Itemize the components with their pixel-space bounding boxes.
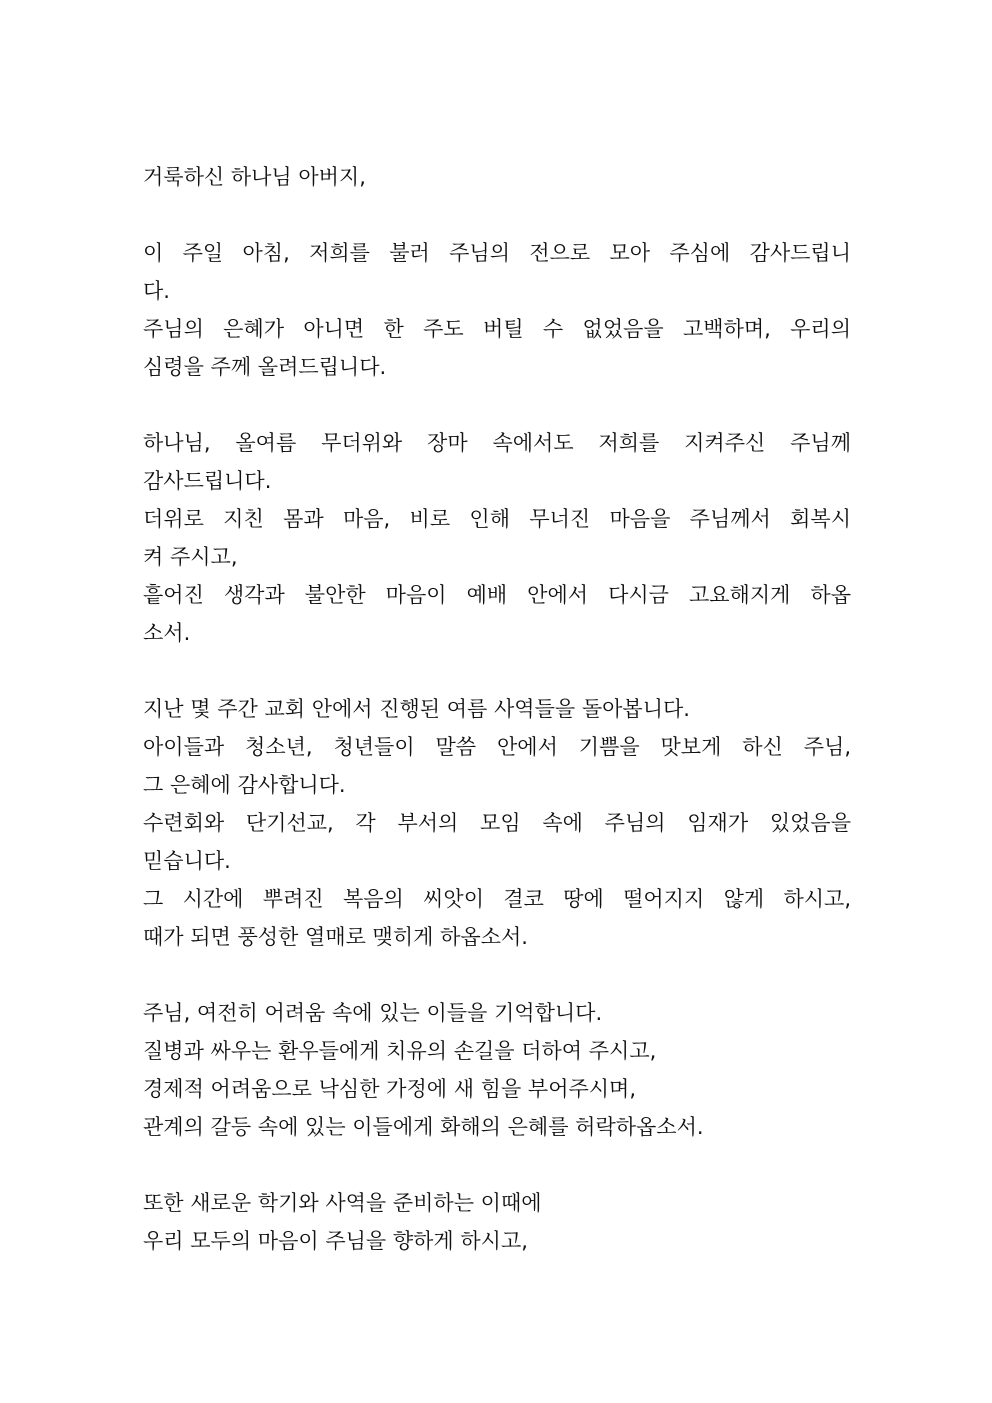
- paragraph-spacer: [143, 956, 851, 994]
- paragraph-1-line-3: 주님의 은혜가 아니면 한 주도 버틸 수 없었음을 고백하며, 우리의: [143, 317, 851, 341]
- paragraph-4-line-1: 주님, 여전히 어려움 속에 있는 이들을 기억합니다.: [143, 1001, 603, 1025]
- greeting-line: 거룩하신 하나님 아버지,: [143, 165, 366, 189]
- paragraph-5-line-1: 또한 새로운 학기와 사역을 준비하는 이때에: [143, 1191, 542, 1215]
- paragraph-3-line-1: 지난 몇 주간 교회 안에서 진행된 여름 사역들을 돌아봅니다.: [143, 697, 690, 721]
- paragraph-4-line-2: 질병과 싸우는 환우들에게 치유의 손길을 더하여 주시고,: [143, 1039, 657, 1063]
- paragraph-3-line-3: 그 은혜에 감사합니다.: [143, 773, 346, 797]
- paragraph-4-line-4: 관계의 갈등 속에 있는 이들에게 화해의 은혜를 허락하옵소서.: [143, 1115, 704, 1139]
- paragraph-3-line-4: 수련회와 단기선교, 각 부서의 모임 속에 주님의 임재가 있었음을: [143, 811, 851, 835]
- paragraph-2-line-1: 하나님, 올여름 무더위와 장마 속에서도 저희를 지켜주신 주님께: [143, 431, 851, 455]
- paragraph-3-line-6: 그 시간에 뿌려진 복음의 씨앗이 결코 땅에 떨어지지 않게 하시고,: [143, 887, 851, 911]
- paragraph-1-line-1: 이 주일 아침, 저희를 불러 주님의 전으로 모아 주심에 감사드립니: [143, 241, 851, 265]
- paragraph-5-line-2: 우리 모두의 마음이 주님을 향하게 하시고,: [143, 1229, 528, 1253]
- paragraph-3-line-5: 믿습니다.: [143, 849, 231, 873]
- paragraph-1-line-4: 심령을 주께 올려드립니다.: [143, 355, 387, 379]
- paragraph-2-line-6: 소서.: [143, 621, 191, 645]
- paragraph-2-line-4: 켜 주시고,: [143, 545, 238, 569]
- paragraph-spacer: [143, 652, 851, 690]
- paragraph-4-line-3: 경제적 어려움으로 낙심한 가정에 새 힘을 부어주시며,: [143, 1077, 637, 1101]
- paragraph-3-line-7: 때가 되면 풍성한 열매로 맺히게 하옵소서.: [143, 925, 528, 949]
- paragraph-2-line-2: 감사드립니다.: [143, 469, 272, 493]
- paragraph-2-line-5: 흩어진 생각과 불안한 마음이 예배 안에서 다시금 고요해지게 하옵: [143, 583, 851, 607]
- paragraph-3-line-2: 아이들과 청소년, 청년들이 말씀 안에서 기쁨을 맛보게 하신 주님,: [143, 735, 851, 759]
- prayer-text: [143, 158, 851, 1260]
- paragraph-2-line-3: 더위로 지친 몸과 마음, 비로 인해 무너진 마음을 주님께서 회복시: [143, 507, 851, 531]
- paragraph-1-line-2: 다.: [143, 279, 170, 303]
- paragraph-spacer: [143, 1146, 851, 1184]
- paragraph-spacer: [143, 196, 851, 234]
- paragraph-spacer: [143, 386, 851, 424]
